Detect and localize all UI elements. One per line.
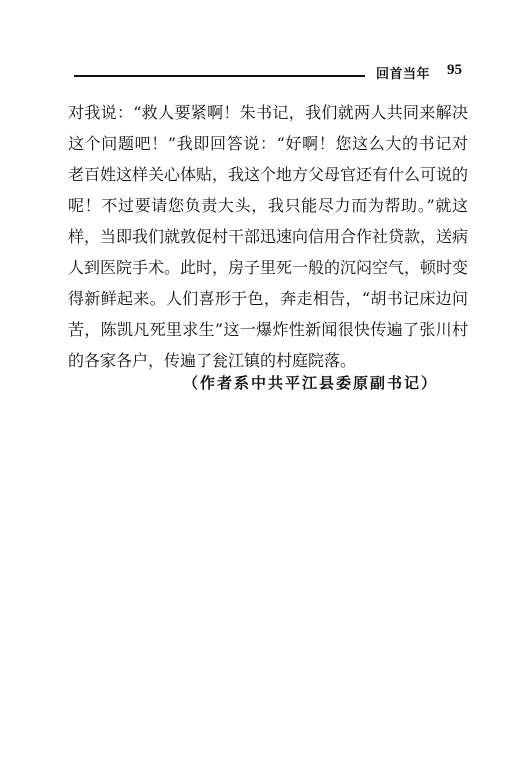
- section-title: 回首当年: [376, 67, 431, 82]
- text-line: 对我说：“救人要紧啊！朱书记，我们就两人共同来解决: [68, 103, 468, 122]
- author-attribution: （作者系中共平江县委原副书记）: [183, 374, 439, 392]
- text-line: 这个问题吧！”我即回答说：“好啊！您这么大的书记对: [68, 134, 468, 153]
- text-line: 的各家各户，传遍了瓮江镇的村庭院落。: [68, 351, 357, 370]
- text-line: 人到医院手术。此时，房子里死一般的沉闷空气，顿时变: [68, 258, 469, 277]
- text-line: 样，当即我们就敦促村干部迅速向信用合作社贷款，送病: [68, 227, 469, 246]
- page-number: 95: [447, 62, 462, 78]
- text-line: 老百姓这样关心体贴，我这个地方父母官还有什么可说的: [68, 165, 469, 184]
- text-line: 得新鲜起来。人们喜形于色，奔走相告，“胡书记床边问: [68, 289, 468, 308]
- body-paragraph: [68, 97, 468, 376]
- text-line: 苦，陈凯凡死里求生”这一爆炸性新闻很快传遍了张川村: [68, 320, 468, 339]
- header-rule: [74, 75, 365, 77]
- text-line: 呢！不过要请您负责大头，我只能尽力而为帮助。”就这: [68, 196, 468, 215]
- running-header: [74, 63, 464, 85]
